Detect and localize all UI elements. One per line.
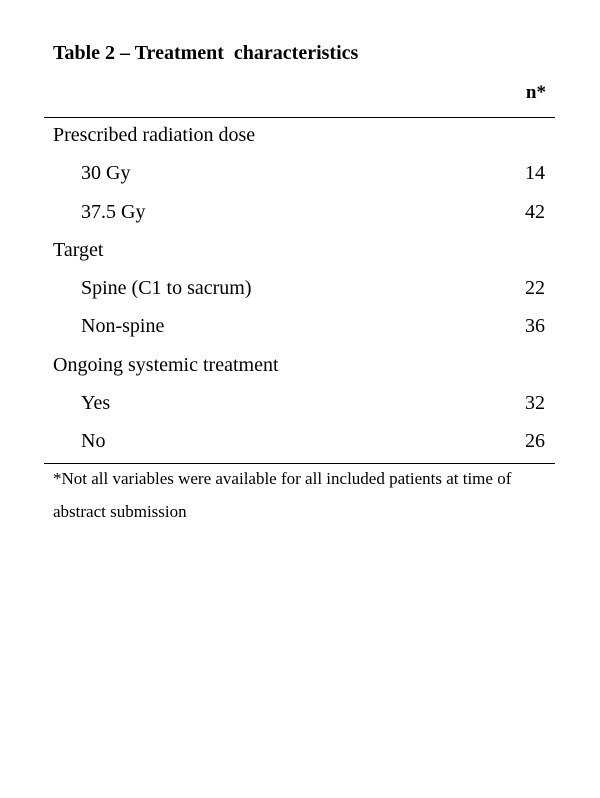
row-value: 32 bbox=[525, 392, 545, 415]
table-title: Table 2 – Treatment characteristics bbox=[53, 42, 359, 64]
row-label: Spine (C1 to sacrum) bbox=[81, 277, 252, 300]
row-label: Target bbox=[53, 238, 104, 261]
row-value: 36 bbox=[525, 315, 545, 338]
table-row bbox=[44, 195, 555, 233]
row-label: No bbox=[81, 430, 106, 453]
row-label: Yes bbox=[81, 392, 111, 415]
row-value: 42 bbox=[525, 200, 545, 223]
row-label: Prescribed radiation dose bbox=[53, 124, 256, 146]
table-row bbox=[44, 271, 555, 309]
table-row-group-dose bbox=[44, 118, 555, 156]
table-row bbox=[44, 309, 555, 347]
row-value: 22 bbox=[525, 277, 545, 300]
table-row-group-systemic bbox=[44, 348, 555, 386]
row-value: 26 bbox=[525, 430, 545, 453]
table-row bbox=[44, 386, 555, 424]
row-label: Non-spine bbox=[81, 315, 165, 338]
row-value: 14 bbox=[525, 162, 545, 185]
table-footnote: *Not all variables were available for all included patients at time of abstract submission bbox=[53, 469, 512, 521]
table-body bbox=[44, 118, 555, 463]
table-row-group-target bbox=[44, 233, 555, 271]
row-label: Ongoing systemic treatment bbox=[53, 353, 279, 376]
column-header-n: n* bbox=[525, 82, 546, 103]
table-row bbox=[44, 424, 555, 462]
row-label: 30 Gy bbox=[81, 162, 131, 185]
row-label: 37.5 Gy bbox=[81, 200, 146, 223]
table-row bbox=[44, 156, 555, 194]
